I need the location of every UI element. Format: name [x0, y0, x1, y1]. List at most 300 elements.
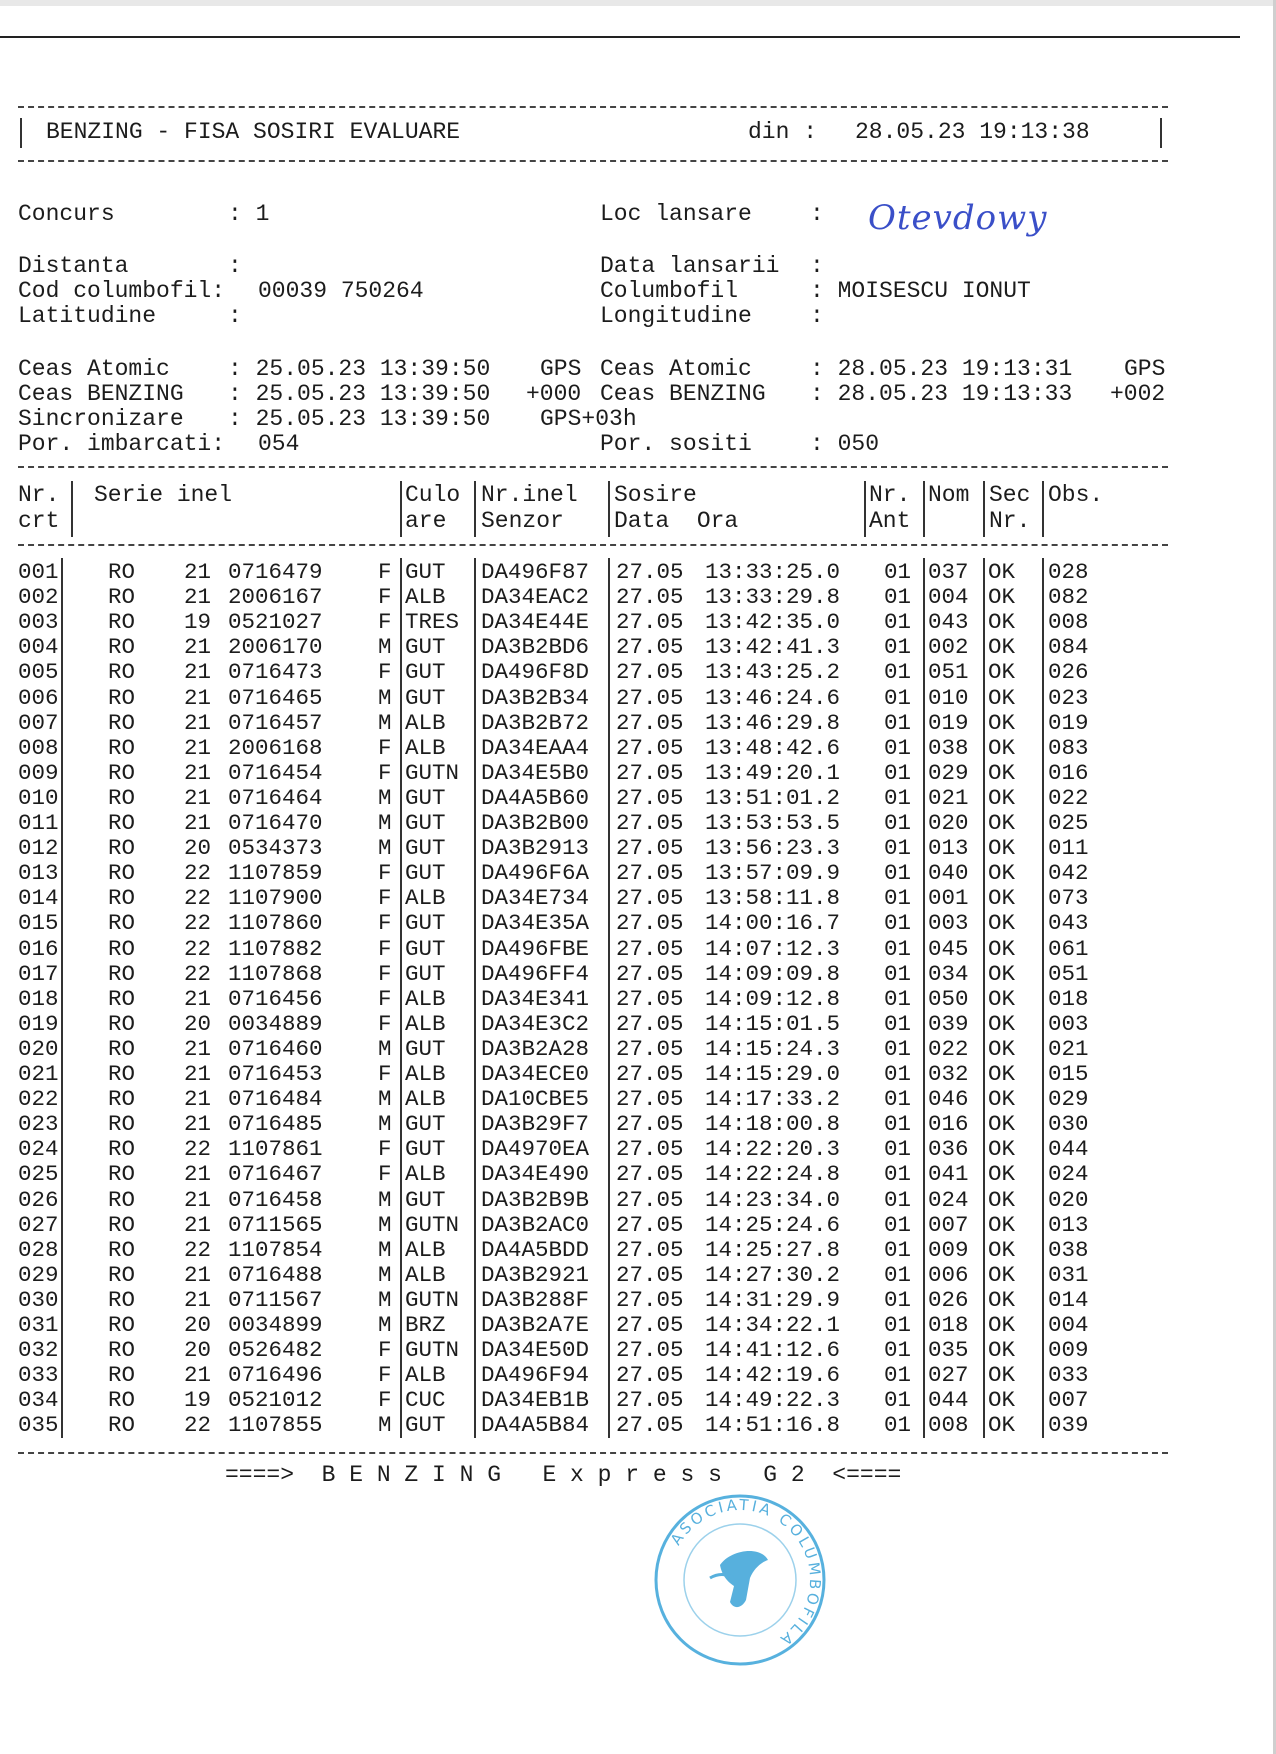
row-sex: M [378, 1086, 392, 1113]
ceas-benzing-end-label: Ceas BENZING [600, 381, 766, 407]
row-ant: 01 [884, 1211, 912, 1238]
row-sec: OK [988, 835, 1016, 862]
row-date: 27.05 [616, 810, 684, 836]
row-country: RO [108, 659, 136, 686]
row-sex: M [378, 1286, 392, 1313]
row-year: 19 [184, 609, 212, 636]
row-ant: 01 [884, 1111, 912, 1138]
row-sensor: DA34E3C2 [481, 1010, 590, 1037]
row-date: 27.05 [616, 885, 684, 912]
pigeon-emblem [710, 1551, 768, 1607]
row-color: GUT [405, 1412, 446, 1439]
row-sex: F [378, 885, 392, 912]
row-obs: 033 [1048, 1362, 1089, 1389]
row-sec: OK [988, 1061, 1016, 1087]
row-color: GUT [405, 684, 446, 711]
row-date: 27.05 [616, 935, 684, 962]
row-nom: 016 [928, 1111, 969, 1138]
ceas-benzing-start-suffix: +000 [526, 381, 582, 407]
row-sec: OK [988, 960, 1016, 987]
row-obs: 020 [1048, 1186, 1089, 1213]
row-country: RO [108, 885, 136, 912]
row-nom: 002 [928, 634, 969, 661]
row-year: 21 [184, 1362, 212, 1389]
row-nom: 037 [928, 559, 969, 585]
row-nr: 026 [18, 1186, 59, 1213]
row-time: 14:00:16.7 [705, 910, 841, 937]
row-time: 14:41:12.6 [705, 1337, 841, 1364]
ceas-atomic-start-suffix: GPS [540, 356, 582, 382]
row-nr: 009 [18, 759, 59, 786]
row-sensor: DA4A5B84 [481, 1412, 590, 1439]
row-ant: 01 [884, 1061, 912, 1087]
row-nom: 034 [928, 960, 969, 987]
row-date: 27.05 [616, 1136, 684, 1163]
row-ring: 0716496 [228, 1362, 323, 1389]
col-culoare-header-2: are [405, 508, 447, 534]
row-obs: 051 [1048, 960, 1089, 987]
row-date: 27.05 [616, 1086, 684, 1113]
row-date: 27.05 [616, 634, 684, 661]
row-color: GUT [405, 634, 446, 661]
row-nr: 005 [18, 659, 59, 686]
row-nom: 024 [928, 1186, 969, 1213]
row-sec: OK [988, 584, 1016, 611]
row-obs: 014 [1048, 1286, 1089, 1313]
row-date: 27.05 [616, 584, 684, 611]
col-serie-header: Serie inel [94, 482, 233, 508]
row-nr: 023 [18, 1111, 59, 1138]
row-ring: 0716458 [228, 1186, 323, 1213]
row-year: 21 [184, 709, 212, 736]
row-color: GUT [405, 659, 446, 686]
row-year: 20 [184, 1312, 212, 1338]
row-year: 22 [184, 935, 212, 962]
row-sensor: DA3B288F [481, 1286, 590, 1313]
row-nr: 028 [18, 1236, 59, 1263]
row-ant: 01 [884, 1035, 912, 1062]
col-divider [864, 481, 866, 537]
row-time: 13:46:29.8 [705, 709, 841, 736]
ceas-atomic-end-suffix: GPS [1124, 356, 1166, 382]
row-sensor: DA34EAC2 [481, 584, 590, 611]
date-label: din : [748, 119, 818, 145]
row-sex: F [378, 1161, 392, 1188]
row-sec: OK [988, 1362, 1016, 1389]
col-divider [923, 558, 925, 1438]
row-nom: 026 [928, 1286, 969, 1313]
row-year: 19 [184, 1387, 212, 1414]
row-date: 27.05 [616, 1035, 684, 1062]
row-year: 21 [184, 1186, 212, 1213]
row-ring: 0711565 [228, 1211, 323, 1238]
row-sensor: DA3B2A7E [481, 1312, 590, 1338]
row-ring: 0716485 [228, 1111, 323, 1138]
row-obs: 083 [1048, 734, 1089, 761]
row-color: GUTN [405, 1337, 460, 1364]
row-time: 13:58:11.8 [705, 885, 841, 912]
row-ring: 1107859 [228, 860, 323, 887]
row-sensor: DA496F6A [481, 860, 590, 887]
row-nr: 006 [18, 684, 59, 711]
row-color: GUT [405, 1035, 446, 1062]
row-nom: 003 [928, 910, 969, 937]
row-date: 27.05 [616, 1010, 684, 1037]
row-sex: M [378, 1412, 392, 1439]
svg-text:ASOCIATIA COLUMBOFILA: ASOCIATIA COLUMBOFILA [666, 1495, 825, 1651]
row-sensor: DA3B2B9B [481, 1186, 590, 1213]
row-time: 14:42:19.6 [705, 1362, 841, 1389]
col-divider [400, 481, 402, 537]
row-obs: 044 [1048, 1136, 1089, 1163]
table-header-rule [18, 544, 1168, 546]
row-nr: 015 [18, 910, 59, 937]
row-sex: M [378, 709, 392, 736]
col-divider [474, 558, 476, 1438]
row-time: 13:43:25.2 [705, 659, 841, 686]
row-color: ALB [405, 1362, 446, 1389]
row-obs: 025 [1048, 810, 1089, 836]
longitudine-value: : [810, 303, 824, 329]
por-sositi-label: Por. sositi [600, 431, 752, 457]
row-date: 27.05 [616, 1261, 684, 1288]
row-year: 22 [184, 1136, 212, 1163]
row-sec: OK [988, 910, 1016, 937]
col-divider [61, 558, 63, 1438]
col-divider [608, 558, 610, 1438]
row-sec: OK [988, 1186, 1016, 1213]
row-date: 27.05 [616, 1236, 684, 1263]
row-year: 22 [184, 860, 212, 887]
ceas-atomic-start-label: Ceas Atomic [18, 356, 170, 382]
row-obs: 031 [1048, 1261, 1089, 1288]
row-nr: 032 [18, 1337, 59, 1364]
row-time: 13:53:53.5 [705, 810, 841, 836]
row-obs: 009 [1048, 1337, 1089, 1364]
row-color: TRES [405, 609, 460, 636]
row-color: GUT [405, 810, 446, 836]
latitudine-label: Latitudine [18, 303, 157, 329]
row-ring: 1107855 [228, 1412, 323, 1439]
row-nr: 022 [18, 1086, 59, 1113]
row-color: GUT [405, 910, 446, 937]
row-time: 14:27:30.2 [705, 1261, 841, 1288]
row-ring: 0716467 [228, 1161, 323, 1188]
row-sex: M [378, 1035, 392, 1062]
row-nr: 020 [18, 1035, 59, 1062]
row-obs: 042 [1048, 860, 1089, 887]
row-color: CUC [405, 1387, 446, 1414]
row-ant: 01 [884, 1161, 912, 1188]
row-country: RO [108, 1387, 136, 1414]
row-date: 27.05 [616, 985, 684, 1012]
row-country: RO [108, 860, 136, 887]
row-year: 21 [184, 985, 212, 1012]
row-time: 13:42:41.3 [705, 634, 841, 661]
col-sec-header-1: Sec [989, 482, 1031, 508]
row-sec: OK [988, 734, 1016, 761]
row-sensor: DA3B2B00 [481, 810, 590, 836]
row-sex: F [378, 659, 392, 686]
row-sensor: DA3B2B72 [481, 709, 590, 736]
row-sex: F [378, 1136, 392, 1163]
table-bottom-rule [18, 1452, 1168, 1454]
header-box-right [1160, 118, 1162, 148]
row-nr: 004 [18, 634, 59, 661]
row-country: RO [108, 1337, 136, 1364]
page-top-rule [0, 36, 1240, 38]
row-obs: 021 [1048, 1035, 1089, 1062]
row-year: 21 [184, 1211, 212, 1238]
row-sec: OK [988, 1387, 1016, 1414]
loc-lansare-sep: : [810, 201, 824, 227]
row-ant: 01 [884, 1261, 912, 1288]
row-color: ALB [405, 1010, 446, 1037]
table-top-rule [18, 466, 1168, 468]
row-time: 14:07:12.3 [705, 935, 841, 962]
row-sec: OK [988, 1412, 1016, 1439]
row-sec: OK [988, 1286, 1016, 1313]
row-ring: 0526482 [228, 1337, 323, 1364]
row-sec: OK [988, 659, 1016, 686]
row-sec: OK [988, 985, 1016, 1012]
col-sosire-header-2: Data Ora [614, 508, 739, 534]
row-year: 21 [184, 1086, 212, 1113]
row-nr: 016 [18, 935, 59, 962]
row-color: ALB [405, 1261, 446, 1288]
row-year: 21 [184, 659, 212, 686]
row-sec: OK [988, 609, 1016, 636]
row-time: 14:15:29.0 [705, 1061, 841, 1087]
row-ant: 01 [884, 584, 912, 611]
row-nom: 019 [928, 709, 969, 736]
row-nom: 050 [928, 985, 969, 1012]
row-sec: OK [988, 1337, 1016, 1364]
ceas-atomic-start-value: : 25.05.23 13:39:50 [228, 356, 491, 382]
row-nom: 013 [928, 835, 969, 862]
row-obs: 026 [1048, 659, 1089, 686]
row-nom: 001 [928, 885, 969, 912]
footer-brand: ====> B E N Z I N G E x p r e s s G 2 <==== [225, 1462, 902, 1488]
por-sositi-value: : 050 [810, 431, 880, 457]
row-ring: 1107861 [228, 1136, 323, 1163]
row-sex: M [378, 1236, 392, 1263]
row-sensor: DA3B2913 [481, 835, 590, 862]
col-divider [474, 481, 476, 537]
row-year: 20 [184, 1337, 212, 1364]
row-country: RO [108, 759, 136, 786]
row-color: ALB [405, 709, 446, 736]
row-ring: 0716457 [228, 709, 323, 736]
row-ring: 0716465 [228, 684, 323, 711]
loc-lansare-handwritten: Otevdowy [868, 198, 1048, 238]
row-color: GUT [405, 960, 446, 987]
data-lansarii-value: : [810, 253, 824, 279]
row-sec: OK [988, 1035, 1016, 1062]
row-ring: 1107854 [228, 1236, 323, 1263]
row-sex: F [378, 960, 392, 987]
row-sec: OK [988, 709, 1016, 736]
row-country: RO [108, 1136, 136, 1163]
row-color: GUT [405, 935, 446, 962]
row-ant: 01 [884, 609, 912, 636]
row-sensor: DA4A5B60 [481, 784, 590, 811]
row-ring: 0716473 [228, 659, 323, 686]
row-sensor: DA34E5B0 [481, 759, 590, 786]
row-ant: 01 [884, 684, 912, 711]
row-time: 14:09:09.8 [705, 960, 841, 987]
row-country: RO [108, 1211, 136, 1238]
row-time: 14:34:22.1 [705, 1312, 841, 1338]
row-date: 27.05 [616, 684, 684, 711]
row-color: ALB [405, 985, 446, 1012]
row-sensor: DA34E734 [481, 885, 590, 912]
document-title: BENZING - FISA SOSIRI EVALUARE [46, 119, 461, 145]
row-ant: 01 [884, 860, 912, 887]
row-sex: M [378, 1261, 392, 1288]
row-country: RO [108, 1286, 136, 1313]
row-year: 21 [184, 1261, 212, 1288]
row-ant: 01 [884, 885, 912, 912]
row-color: GUT [405, 860, 446, 887]
col-nrinel-header-2: Senzor [481, 508, 564, 534]
row-date: 27.05 [616, 1312, 684, 1338]
row-ant: 01 [884, 910, 912, 937]
row-nom: 040 [928, 860, 969, 887]
row-year: 22 [184, 910, 212, 937]
row-ant: 01 [884, 759, 912, 786]
row-obs: 030 [1048, 1111, 1089, 1138]
row-sec: OK [988, 1211, 1016, 1238]
col-divider [608, 481, 610, 537]
row-date: 27.05 [616, 659, 684, 686]
row-nom: 046 [928, 1086, 969, 1113]
row-ring: 1107868 [228, 960, 323, 987]
col-divider [983, 481, 985, 537]
loc-lansare-label: Loc lansare [600, 201, 752, 227]
row-nom: 043 [928, 609, 969, 636]
row-sensor: DA3B2AC0 [481, 1211, 590, 1238]
row-year: 21 [184, 1111, 212, 1138]
col-obs-header: Obs. [1048, 482, 1104, 508]
ceas-atomic-end-value: : 28.05.23 19:13:31 [810, 356, 1073, 382]
row-nom: 008 [928, 1412, 969, 1439]
row-country: RO [108, 1412, 136, 1439]
row-nom: 022 [928, 1035, 969, 1062]
row-ring: 0716454 [228, 759, 323, 786]
row-country: RO [108, 1111, 136, 1138]
row-sex: M [378, 1312, 392, 1338]
row-sec: OK [988, 559, 1016, 585]
row-time: 13:46:24.6 [705, 684, 841, 711]
row-ant: 01 [884, 1337, 912, 1364]
col-nr-header-1: Nr. [18, 482, 60, 508]
row-sensor: DA3B2A28 [481, 1035, 590, 1062]
row-ring: 0034899 [228, 1312, 323, 1338]
col-divider [1042, 558, 1044, 1438]
row-year: 21 [184, 1035, 212, 1062]
col-ant-header-1: Nr. [869, 482, 911, 508]
row-color: ALB [405, 1061, 446, 1087]
row-country: RO [108, 684, 136, 711]
header-box-left [20, 118, 22, 148]
sincronizare-label: Sincronizare [18, 406, 184, 432]
row-nom: 044 [928, 1387, 969, 1414]
row-ant: 01 [884, 1236, 912, 1263]
por-imbarcati-label: Por. imbarcati: [18, 431, 226, 457]
row-time: 14:09:12.8 [705, 985, 841, 1012]
row-country: RO [108, 1312, 136, 1338]
row-time: 13:57:09.9 [705, 860, 841, 887]
row-nom: 027 [928, 1362, 969, 1389]
row-sex: F [378, 759, 392, 786]
row-ring: 0716488 [228, 1261, 323, 1288]
row-year: 21 [184, 734, 212, 761]
col-sec-header-2: Nr. [989, 508, 1031, 534]
row-ant: 01 [884, 810, 912, 836]
row-sensor: DA34E50D [481, 1337, 590, 1364]
row-ring: 0521012 [228, 1387, 323, 1414]
row-obs: 022 [1048, 784, 1089, 811]
row-obs: 011 [1048, 835, 1089, 862]
row-year: 21 [184, 684, 212, 711]
data-lansarii-label: Data lansarii [600, 253, 780, 279]
row-year: 21 [184, 634, 212, 661]
row-ring: 0716456 [228, 985, 323, 1012]
row-date: 27.05 [616, 860, 684, 887]
row-ring: 0716479 [228, 559, 323, 585]
row-sex: M [378, 1186, 392, 1213]
row-obs: 003 [1048, 1010, 1089, 1037]
row-nom: 007 [928, 1211, 969, 1238]
row-country: RO [108, 835, 136, 862]
row-ant: 01 [884, 1086, 912, 1113]
row-date: 27.05 [616, 1412, 684, 1439]
row-color: ALB [405, 1086, 446, 1113]
row-year: 22 [184, 885, 212, 912]
row-color: GUT [405, 1186, 446, 1213]
association-stamp [650, 1490, 830, 1670]
row-date: 27.05 [616, 1286, 684, 1313]
row-nr: 033 [18, 1362, 59, 1389]
distanta-value: : [228, 253, 242, 279]
row-nom: 020 [928, 810, 969, 836]
scan-top-edge [0, 0, 1276, 6]
row-year: 21 [184, 1161, 212, 1188]
row-ant: 01 [884, 935, 912, 962]
row-time: 14:15:01.5 [705, 1010, 841, 1037]
row-nr: 007 [18, 709, 59, 736]
row-nr: 002 [18, 584, 59, 611]
col-divider [71, 481, 73, 537]
row-sex: F [378, 1061, 392, 1087]
row-ring: 1107860 [228, 910, 323, 937]
row-time: 14:25:24.6 [705, 1211, 841, 1238]
row-sex: M [378, 810, 392, 836]
row-year: 22 [184, 1236, 212, 1263]
row-country: RO [108, 1161, 136, 1188]
row-ring: 0711567 [228, 1286, 323, 1313]
row-time: 14:22:24.8 [705, 1161, 841, 1188]
row-time: 14:49:22.3 [705, 1387, 841, 1414]
col-sosire-header-1: Sosire [614, 482, 697, 508]
row-nr: 025 [18, 1161, 59, 1188]
row-date: 27.05 [616, 835, 684, 862]
row-nr: 024 [18, 1136, 59, 1163]
row-date: 27.05 [616, 734, 684, 761]
row-time: 13:49:20.1 [705, 759, 841, 786]
columbofil-label: Columbofil [600, 278, 739, 304]
